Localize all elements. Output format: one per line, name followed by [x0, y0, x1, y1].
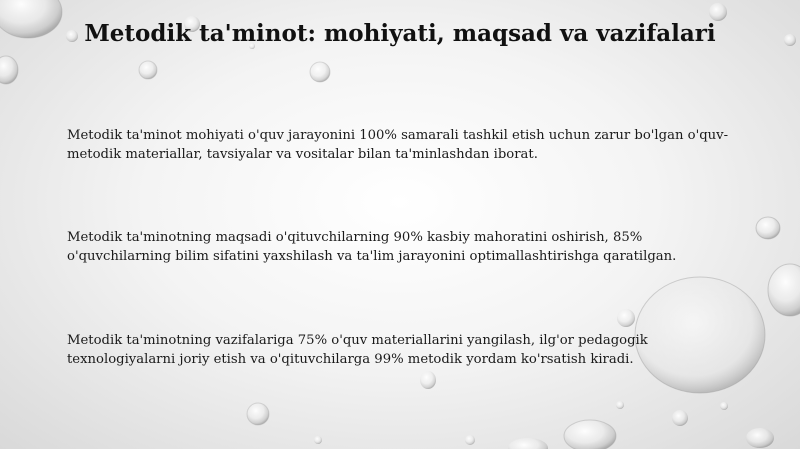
droplet	[247, 403, 269, 425]
droplet	[616, 401, 624, 409]
droplet	[0, 56, 18, 84]
droplet	[756, 217, 780, 239]
paragraph-goal: Metodik ta'minotning maqsadi o'qituvchilarning 90% kasbiy mahoratini oshirish, 85% o'quvchilarning bilim sifatini yaxshilash va ta'lim jarayonini optimallashtirishga qaratilgan.	[67, 230, 677, 264]
droplet	[310, 62, 330, 82]
slide-title: Metodik ta'minot: mohiyati, maqsad va vazifalari	[84, 20, 716, 47]
droplet	[672, 410, 688, 426]
droplet	[720, 402, 728, 410]
paragraph-tasks: Metodik ta'minotning vazifalariga 75% o'quv materiallarini yangilash, ilg'or pedagogik texnologiyalarni joriy etish va o'qituvchilarga 99% metodik yordam ko'rsatish kiradi.	[67, 333, 648, 367]
droplet	[564, 420, 616, 449]
paragraph-essence: Metodik ta'minot mohiyati o'quv jarayonini 100% samarali tashkil etish uchun zarur bo'lgan o'quv-metodik materiallar, tavsiyalar va vositalar bilan ta'minlashdan iborat.	[67, 128, 729, 162]
droplet	[617, 309, 635, 327]
droplet	[709, 3, 727, 21]
droplet	[508, 438, 548, 449]
droplet	[314, 436, 322, 444]
droplet	[139, 61, 157, 79]
droplet	[465, 435, 475, 445]
droplet	[746, 428, 774, 448]
droplet	[420, 371, 436, 389]
droplet	[768, 264, 800, 316]
